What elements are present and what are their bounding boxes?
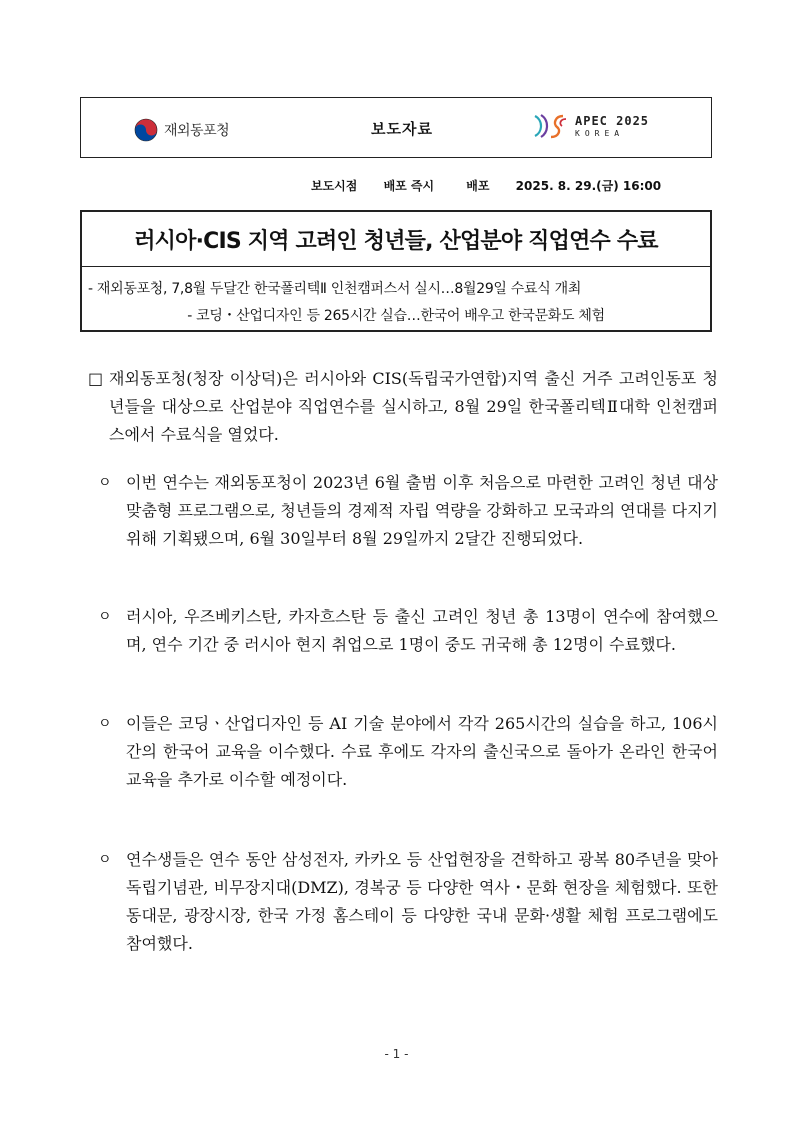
agency-logo — [134, 118, 229, 142]
square-bullet-icon: □ — [88, 369, 104, 388]
header-box — [80, 97, 712, 158]
lead-text: 재외동포청(청장 이상덕)은 러시아와 CIS(독립국가연합)지역 출신 거주 고려인동포 청년들을 대상으로 산업분야 직업연수를 실시하고, 8월 29일 한국폴리텍Ⅱ대학 인천캠퍼스에서 수료식을 열었다. — [109, 369, 718, 444]
headline-divider — [82, 266, 710, 267]
bullet-paragraph — [98, 710, 718, 794]
bullet-text: 이들은 코딩ㆍ산업디자인 등 AI 기술 분야에서 각각 265시간의 실습을 하고, 106시간의 한국어 교육을 이수했다. 수료 후에도 각자의 출신국으로 돌아가 온라인 한국어 교육을 추가로 이수할 예정이다. — [126, 714, 718, 789]
distribution-label: 배포 — [466, 179, 490, 193]
press-release-label: 보도자료 — [371, 120, 433, 138]
agency-name: 재외동포청 — [164, 123, 230, 139]
apec-logo — [533, 112, 649, 140]
bullet-paragraph — [98, 846, 718, 958]
headline-box — [80, 210, 712, 332]
circle-bullet-icon: ㅇ — [98, 716, 112, 732]
headline-subtitle-1: - 재외동포청, 7,8월 두달간 한국폴리텍Ⅱ 인천캠퍼스서 실시…8월29일 수료식 개최 — [88, 281, 582, 297]
bullet-text: 연수생들은 연수 동안 삼성전자, 카카오 등 산업현장을 견학하고 광복 80주년을 맞아 독립기념관, 비무장지대(DMZ), 경복궁 등 다양한 역사・문화 현장을 체험했다. 또한 동대문, 광장시장, 한국 가정 홈스테이 등 다양한 국내 문화·생활 체험 프로그램에도 참여했다. — [126, 850, 718, 953]
headline-title: 러시아·CIS 지역 고려인 청년들, 산업분야 직업연수 수료 — [134, 229, 658, 254]
distribution-date: 2025. 8. 29.(금) 16:00 — [515, 179, 662, 193]
apec-emblem-icon — [533, 112, 569, 140]
release-time-label: 보도시점 — [311, 179, 358, 193]
bullet-text: 러시아, 우즈베키스탄, 카자흐스탄 등 출신 고려인 청년 총 13명이 연수에 참여했으며, 연수 기간 중 러시아 현지 취업으로 1명이 중도 귀국해 총 12명이 수료했다. — [126, 607, 718, 654]
circle-bullet-icon: ㅇ — [98, 609, 112, 625]
circle-bullet-icon: ㅇ — [98, 475, 112, 491]
bullet-paragraph — [98, 469, 718, 553]
page-number: - 1 - — [384, 1047, 409, 1061]
apec-title: APEC 2025 — [575, 113, 650, 128]
apec-subtitle: KOREA — [575, 128, 625, 138]
release-info — [311, 177, 683, 194]
lead-paragraph — [88, 365, 718, 449]
bullet-text: 이번 연수는 재외동포청이 2023년 6월 출범 이후 처음으로 마련한 고려인 청년 대상 맞춤형 프로그램으로, 청년들의 경제적 자립 역량을 강화하고 모국과의 연대를 다지기 위해 기획됐으며, 6월 30일부터 8월 29일까지 2달간 진행되었다. — [126, 473, 718, 548]
taegeuk-icon — [134, 118, 158, 142]
headline-subtitle-2: - 코딩・산업디자인 등 265시간 실습…한국어 배우고 한국문화도 체험 — [187, 308, 605, 324]
release-time-value: 배포 즉시 — [383, 179, 435, 193]
circle-bullet-icon: ㅇ — [98, 852, 112, 868]
bullet-paragraph — [98, 603, 718, 659]
